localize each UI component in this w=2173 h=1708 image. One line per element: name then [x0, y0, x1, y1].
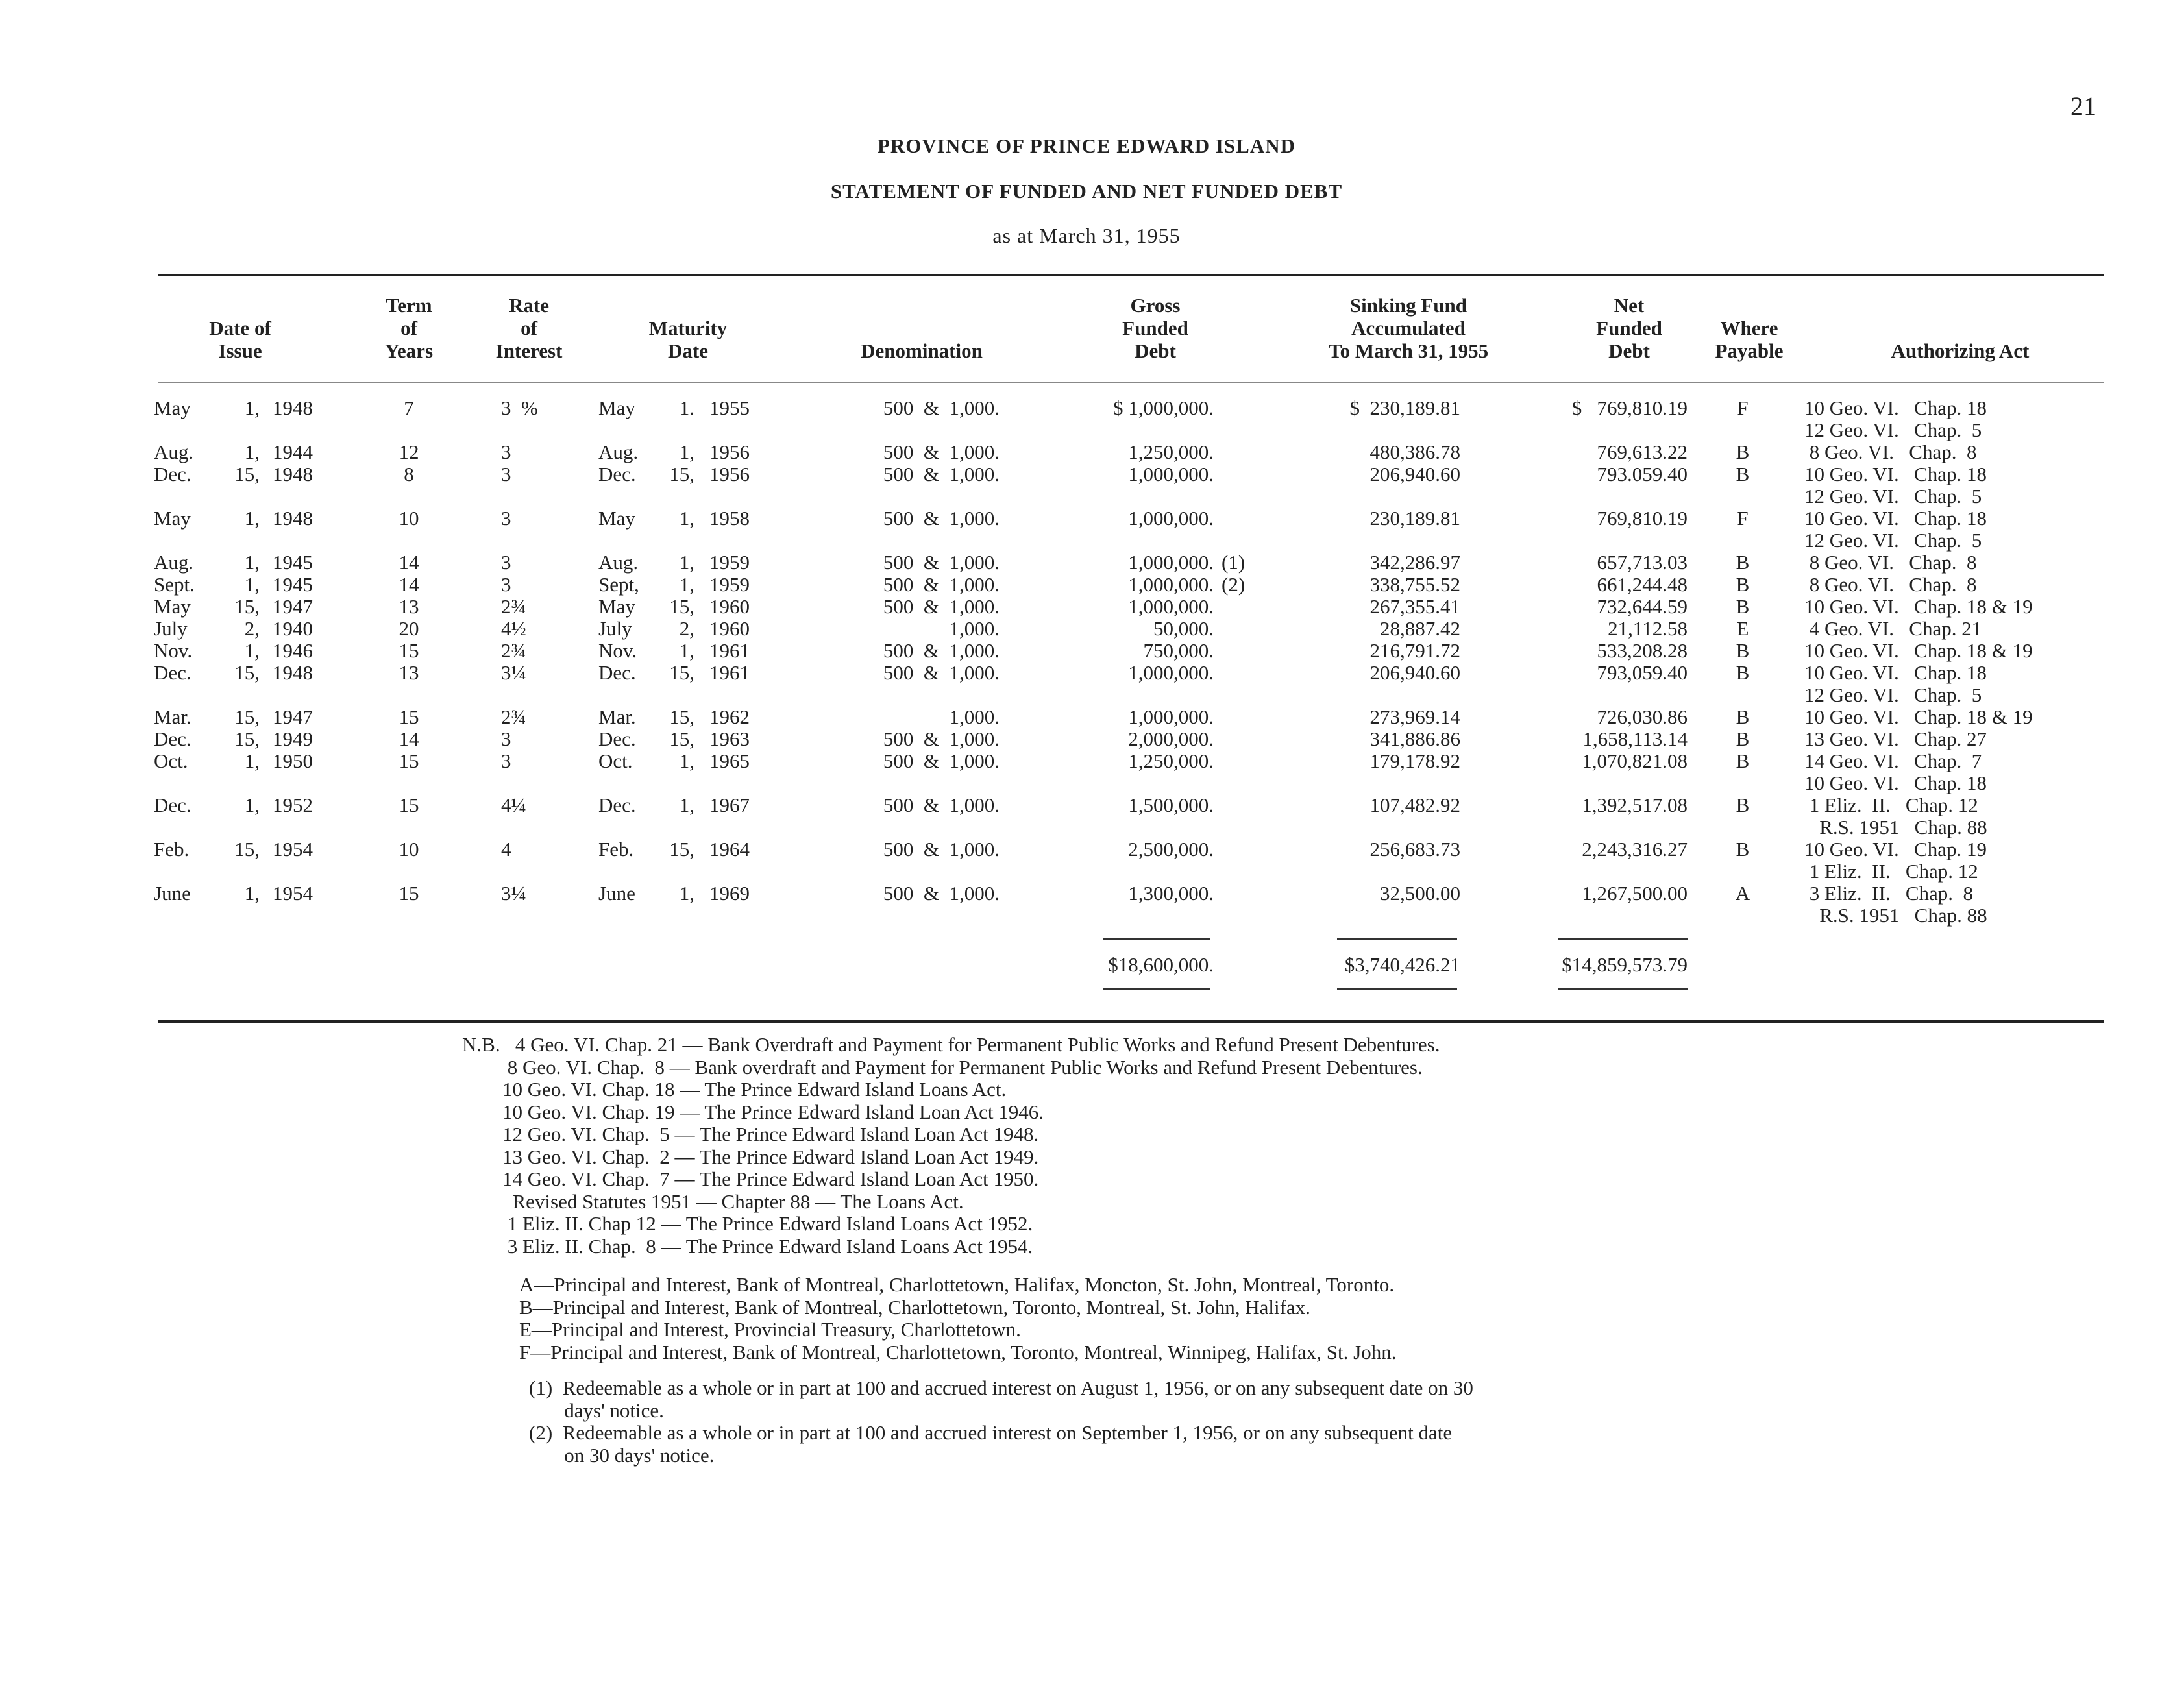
- maturity-month: Aug.: [598, 551, 639, 574]
- net-funded-debt: 1,070,821.08: [1582, 750, 1688, 772]
- denomination: 500 & 1,000.: [883, 573, 1000, 596]
- denomination: 500 & 1,000.: [883, 551, 1000, 574]
- payable-legend-line: F—Principal and Interest, Bank of Montreal, Charlottetown, Toronto, Montreal, Winnipeg, Halifax, St. John.: [519, 1340, 1397, 1363]
- issue-day: 1,: [244, 639, 260, 662]
- issue-day: 1,: [244, 882, 260, 905]
- sum-rule: [1103, 938, 1210, 940]
- gross-funded-debt: 1,000,000.: [1128, 463, 1214, 485]
- maturity-year: 1958: [709, 507, 750, 530]
- document-title: PROVINCE OF PRINCE EDWARD ISLAND: [877, 134, 1295, 157]
- authorizing-act: 10 Geo. VI. Chap. 18: [1804, 661, 1987, 684]
- term-years: 7: [404, 396, 414, 419]
- denomination: 500 & 1,000.: [883, 441, 1000, 463]
- maturity-day: 1,: [679, 551, 694, 574]
- interest-rate: 3: [501, 573, 511, 596]
- maturity-month: Feb.: [598, 838, 634, 860]
- issue-day: 15,: [234, 727, 260, 750]
- sum-rule: [1558, 938, 1688, 940]
- net-funded-debt: 1,392,517.08: [1582, 794, 1688, 816]
- maturity-month: Nov.: [598, 639, 637, 662]
- net-funded-debt: 657,713.03: [1597, 551, 1688, 574]
- authorizing-act: 12 Geo. VI. Chap. 5: [1804, 485, 1982, 507]
- maturity-year: 1959: [709, 551, 750, 574]
- total-rule: [1103, 988, 1210, 990]
- gross-funded-debt: 1,500,000.: [1128, 794, 1214, 816]
- net-funded-debt: 732,644.59: [1597, 595, 1688, 618]
- issue-day: 15,: [234, 705, 260, 728]
- authorizing-act: 10 Geo. VI. Chap. 18 & 19: [1804, 595, 2033, 618]
- total-sinking: $3,740,426.21: [1344, 953, 1460, 976]
- authorizing-act: 12 Geo. VI. Chap. 5: [1804, 529, 1982, 552]
- net-funded-debt: $ 769,810.19: [1571, 396, 1688, 419]
- sinking-fund: 267,355.41: [1369, 595, 1460, 618]
- issue-year: 1948: [273, 507, 313, 530]
- gross-funded-debt: $ 1,000,000.: [1113, 396, 1214, 419]
- interest-rate: 3: [501, 551, 511, 574]
- maturity-day: 1,: [679, 441, 694, 463]
- maturity-month: June: [598, 882, 635, 905]
- maturity-year: 1956: [709, 441, 750, 463]
- authorizing-act: R.S. 1951 Chap. 88: [1804, 816, 1987, 838]
- maturity-month: Dec.: [598, 661, 636, 684]
- net-funded-debt: 769,613.22: [1597, 441, 1688, 463]
- nb-act-line: Revised Statutes 1951 — Chapter 88 — The Loans Act.: [462, 1190, 964, 1213]
- gross-funded-debt: 1,250,000.: [1128, 441, 1214, 463]
- sinking-fund: 216,791.72: [1369, 639, 1460, 662]
- net-funded-debt: 793.059.40: [1597, 463, 1688, 485]
- header-term: Term of Years: [384, 294, 434, 362]
- issue-year: 1945: [273, 573, 313, 596]
- maturity-month: Sept,: [598, 573, 639, 596]
- term-years: 15: [399, 639, 419, 662]
- total-rule: [1337, 988, 1457, 990]
- authorizing-act: R.S. 1951 Chap. 88: [1804, 904, 1987, 927]
- issue-month: Dec.: [154, 661, 191, 684]
- interest-rate: 3¼: [501, 882, 526, 905]
- footnote-line: (2) Redeemable as a whole or in part at 100 and accrued interest on September 1, 1956, or on any subsequent date: [529, 1421, 1453, 1444]
- gross-funded-debt: 2,000,000.: [1128, 727, 1214, 750]
- gross-funded-debt: 1,000,000.: [1128, 595, 1214, 618]
- where-payable: B: [1736, 750, 1750, 772]
- denomination: 500 & 1,000.: [883, 794, 1000, 816]
- interest-rate: 4: [501, 838, 511, 860]
- gross-funded-debt: 1,000,000.: [1128, 661, 1214, 684]
- interest-rate: 4¼: [501, 794, 526, 816]
- issue-day: 1,: [244, 750, 260, 772]
- issue-year: 1948: [273, 661, 313, 684]
- nb-act-line: 10 Geo. VI. Chap. 18 — The Prince Edward Island Loans Act.: [462, 1078, 1007, 1101]
- header-authorizing-act: Authorizing Act: [1891, 339, 2030, 362]
- denomination: 500 & 1,000.: [883, 882, 1000, 905]
- document-subtitle: STATEMENT OF FUNDED AND NET FUNDED DEBT: [830, 180, 1343, 202]
- issue-month: May: [154, 396, 191, 419]
- gross-funded-debt: 1,300,000.: [1128, 882, 1214, 905]
- issue-year: 1945: [273, 551, 313, 574]
- maturity-month: Mar.: [598, 705, 636, 728]
- maturity-day: 1,: [679, 882, 694, 905]
- maturity-month: Oct.: [598, 750, 633, 772]
- maturity-day: 2,: [679, 617, 694, 640]
- issue-month: July: [154, 617, 188, 640]
- authorizing-act: 10 Geo. VI. Chap. 18: [1804, 396, 1987, 419]
- top-rule: [158, 274, 2104, 276]
- where-payable: B: [1736, 551, 1750, 574]
- interest-rate: 3 %: [501, 396, 538, 419]
- sinking-fund: 256,683.73: [1369, 838, 1460, 860]
- maturity-year: 1961: [709, 661, 750, 684]
- header-maturity: Maturity Date: [648, 317, 728, 362]
- interest-rate: 2¾: [501, 705, 526, 728]
- term-years: 15: [399, 882, 419, 905]
- issue-day: 15,: [234, 661, 260, 684]
- issue-year: 1948: [273, 463, 313, 485]
- issue-day: 15,: [234, 838, 260, 860]
- where-payable: B: [1736, 838, 1750, 860]
- authorizing-act: 10 Geo. VI. Chap. 18 & 19: [1804, 705, 2033, 728]
- authorizing-act: 10 Geo. VI. Chap. 18: [1804, 772, 1987, 794]
- nb-act-line: 3 Eliz. II. Chap. 8 — The Prince Edward Island Loans Act 1954.: [462, 1234, 1033, 1258]
- where-payable: F: [1737, 507, 1749, 530]
- maturity-day: 15,: [669, 661, 694, 684]
- term-years: 8: [404, 463, 414, 485]
- footnote-line: (1) Redeemable as a whole or in part at 100 and accrued interest on August 1, 1956, or on any subsequent date on 30: [529, 1376, 1473, 1399]
- gross-funded-debt: 750,000.: [1143, 639, 1214, 662]
- total-rule: [1558, 988, 1688, 990]
- term-years: 13: [399, 661, 419, 684]
- sinking-fund: 107,482.92: [1369, 794, 1460, 816]
- issue-year: 1949: [273, 727, 313, 750]
- footnote-line: on 30 days' notice.: [529, 1443, 715, 1467]
- issue-month: Sept.: [154, 573, 195, 596]
- footnote-line: days' notice.: [529, 1398, 664, 1422]
- gross-funded-debt: 2,500,000.: [1128, 838, 1214, 860]
- issue-day: 1,: [244, 441, 260, 463]
- sinking-fund: 338,755.52: [1369, 573, 1460, 596]
- header-date-of-issue: Date of Issue: [209, 317, 271, 362]
- authorizing-act: 8 Geo. VI. Chap. 8: [1804, 551, 1977, 574]
- issue-day: 1,: [244, 396, 260, 419]
- maturity-day: 1.: [679, 396, 694, 419]
- nb-act-line: 1 Eliz. II. Chap 12 — The Prince Edward Island Loans Act 1952.: [462, 1212, 1033, 1235]
- denomination: 1,000.: [949, 705, 1000, 728]
- where-payable: E: [1736, 617, 1749, 640]
- term-years: 10: [399, 507, 419, 530]
- maturity-month: May: [598, 396, 635, 419]
- maturity-day: 15,: [669, 705, 694, 728]
- term-years: 13: [399, 595, 419, 618]
- authorizing-act: 10 Geo. VI. Chap. 18: [1804, 463, 1987, 485]
- sinking-fund: 28,887.42: [1380, 617, 1460, 640]
- authorizing-act: 12 Geo. VI. Chap. 5: [1804, 683, 1982, 706]
- where-payable: A: [1735, 882, 1750, 905]
- maturity-day: 1,: [679, 507, 694, 530]
- authorizing-act: 8 Geo. VI. Chap. 8: [1804, 441, 1977, 463]
- sinking-fund: 480,386.78: [1369, 441, 1460, 463]
- denomination: 500 & 1,000.: [883, 639, 1000, 662]
- term-years: 20: [399, 617, 419, 640]
- authorizing-act: 8 Geo. VI. Chap. 8: [1804, 573, 1977, 596]
- net-funded-debt: 1,658,113.14: [1582, 727, 1688, 750]
- issue-year: 1947: [273, 705, 313, 728]
- net-funded-debt: 1,267,500.00: [1582, 882, 1688, 905]
- issue-month: May: [154, 595, 191, 618]
- gross-funded-debt: 1,250,000.: [1128, 750, 1214, 772]
- net-funded-debt: 533,208.28: [1597, 639, 1688, 662]
- denomination: 500 & 1,000.: [883, 838, 1000, 860]
- where-payable: B: [1736, 727, 1750, 750]
- header-net-funded-debt: Net Funded Debt: [1596, 294, 1662, 362]
- maturity-year: 1959: [709, 573, 750, 596]
- maturity-month: May: [598, 507, 635, 530]
- maturity-day: 1,: [679, 639, 694, 662]
- issue-month: Feb.: [154, 838, 190, 860]
- issue-month: Dec.: [154, 794, 191, 816]
- interest-rate: 3: [501, 727, 511, 750]
- term-years: 14: [399, 551, 419, 574]
- header-gross-funded-debt: Gross Funded Debt: [1122, 294, 1188, 362]
- sinking-fund: 342,286.97: [1369, 551, 1460, 574]
- nb-act-line: 13 Geo. VI. Chap. 2 — The Prince Edward Island Loan Act 1949.: [462, 1145, 1039, 1168]
- page-number: 21: [2070, 92, 2096, 121]
- payable-legend-line: E—Principal and Interest, Provincial Treasury, Charlottetown.: [519, 1318, 1021, 1341]
- interest-rate: 4½: [501, 617, 526, 640]
- net-funded-debt: 21,112.58: [1608, 617, 1688, 640]
- maturity-day: 1,: [679, 794, 694, 816]
- issue-year: 1944: [273, 441, 313, 463]
- issue-month: Aug.: [154, 441, 194, 463]
- denomination: 500 & 1,000.: [883, 661, 1000, 684]
- issue-year: 1947: [273, 595, 313, 618]
- issue-day: 1,: [244, 551, 260, 574]
- maturity-year: 1960: [709, 617, 750, 640]
- issue-month: Mar.: [154, 705, 191, 728]
- sinking-fund: 179,178.92: [1369, 750, 1460, 772]
- term-years: 15: [399, 705, 419, 728]
- interest-rate: 3: [501, 441, 511, 463]
- header-where-payable: Where Payable: [1715, 317, 1784, 362]
- issue-year: 1950: [273, 750, 313, 772]
- header-rate: Rate of Interest: [495, 294, 563, 362]
- issue-day: 1,: [244, 507, 260, 530]
- maturity-year: 1969: [709, 882, 750, 905]
- header-denomination: Denomination: [861, 339, 983, 362]
- maturity-day: 15,: [669, 595, 694, 618]
- total-gross: $18,600,000.: [1108, 953, 1214, 976]
- nb-act-line: 10 Geo. VI. Chap. 19 — The Prince Edward Island Loan Act 1946.: [462, 1100, 1044, 1123]
- issue-day: 1,: [244, 573, 260, 596]
- issue-year: 1954: [273, 838, 313, 860]
- sum-rule: [1337, 938, 1457, 940]
- authorizing-act: 4 Geo. VI. Chap. 21: [1804, 617, 1982, 640]
- issue-year: 1946: [273, 639, 313, 662]
- issue-month: Dec.: [154, 463, 191, 485]
- maturity-year: 1955: [709, 396, 750, 419]
- issue-month: Dec.: [154, 727, 191, 750]
- term-years: 12: [399, 441, 419, 463]
- issue-year: 1940: [273, 617, 313, 640]
- issue-month: Oct.: [154, 750, 188, 772]
- gross-funded-debt: 1,000,000.: [1128, 573, 1214, 596]
- header-rule: [158, 382, 2104, 383]
- where-payable: B: [1736, 573, 1750, 596]
- maturity-day: 1,: [679, 750, 694, 772]
- denomination: 500 & 1,000.: [883, 507, 1000, 530]
- maturity-month: Dec.: [598, 727, 636, 750]
- nb-act-line: N.B. 4 Geo. VI. Chap. 21 — Bank Overdraft and Payment for Permanent Public Works and Refund Present Debentures.: [462, 1033, 1440, 1056]
- nb-act-line: 8 Geo. VI. Chap. 8 — Bank overdraft and Payment for Permanent Public Works and Refund Present Debentures.: [462, 1055, 1423, 1079]
- maturity-year: 1962: [709, 705, 750, 728]
- maturity-month: Aug.: [598, 441, 639, 463]
- maturity-year: 1967: [709, 794, 750, 816]
- authorizing-act: 13 Geo. VI. Chap. 27: [1804, 727, 1987, 750]
- sinking-fund: 341,886.86: [1369, 727, 1460, 750]
- sinking-fund: 32,500.00: [1380, 882, 1460, 905]
- issue-month: May: [154, 507, 191, 530]
- where-payable: B: [1736, 463, 1750, 485]
- interest-rate: 3: [501, 750, 511, 772]
- sinking-fund: 206,940.60: [1369, 661, 1460, 684]
- interest-rate: 3: [501, 463, 511, 485]
- sinking-fund: 230,189.81: [1369, 507, 1460, 530]
- sinking-fund: 273,969.14: [1369, 705, 1460, 728]
- term-years: 15: [399, 794, 419, 816]
- authorizing-act: 10 Geo. VI. Chap. 18 & 19: [1804, 639, 2033, 662]
- authorizing-act: 3 Eliz. II. Chap. 8: [1804, 882, 1974, 905]
- term-years: 10: [399, 838, 419, 860]
- maturity-year: 1960: [709, 595, 750, 618]
- term-years: 14: [399, 727, 419, 750]
- denomination: 500 & 1,000.: [883, 396, 1000, 419]
- gross-funded-debt: 1,000,000.: [1128, 551, 1214, 574]
- maturity-year: 1964: [709, 838, 750, 860]
- total-net: $14,859,573.79: [1562, 953, 1688, 976]
- payable-legend-line: B—Principal and Interest, Bank of Montreal, Charlottetown, Toronto, Montreal, St. John, Halifax.: [519, 1295, 1310, 1319]
- payable-legend-line: A—Principal and Interest, Bank of Montreal, Charlottetown, Halifax, Moncton, St. John, Montreal, Toronto.: [519, 1273, 1395, 1296]
- interest-rate: 3¼: [501, 661, 526, 684]
- where-payable: F: [1737, 396, 1749, 419]
- footnote-ref: (2): [1222, 573, 1246, 596]
- issue-day: 15,: [234, 595, 260, 618]
- bottom-rule: [158, 1020, 2104, 1023]
- denomination: 500 & 1,000.: [883, 750, 1000, 772]
- issue-year: 1948: [273, 396, 313, 419]
- where-payable: B: [1736, 705, 1750, 728]
- net-funded-debt: 2,243,316.27: [1582, 838, 1688, 860]
- footnote-ref: (1): [1222, 551, 1246, 574]
- denomination: 500 & 1,000.: [883, 727, 1000, 750]
- maturity-day: 1,: [679, 573, 694, 596]
- authorizing-act: 1 Eliz. II. Chap. 12: [1804, 860, 1978, 883]
- interest-rate: 2¾: [501, 639, 526, 662]
- denomination: 500 & 1,000.: [883, 595, 1000, 618]
- maturity-day: 15,: [669, 463, 694, 485]
- maturity-year: 1956: [709, 463, 750, 485]
- issue-year: 1952: [273, 794, 313, 816]
- gross-funded-debt: 50,000.: [1153, 617, 1214, 640]
- interest-rate: 3: [501, 507, 511, 530]
- denomination: 1,000.: [949, 617, 1000, 640]
- authorizing-act: 10 Geo. VI. Chap. 18: [1804, 507, 1987, 530]
- header-sinking-fund: Sinking Fund Accumulated To March 31, 1955: [1328, 294, 1489, 362]
- maturity-year: 1961: [709, 639, 750, 662]
- sinking-fund: $ 230,189.81: [1349, 396, 1460, 419]
- net-funded-debt: 793,059.40: [1597, 661, 1688, 684]
- maturity-day: 15,: [669, 727, 694, 750]
- term-years: 15: [399, 750, 419, 772]
- net-funded-debt: 726,030.86: [1597, 705, 1688, 728]
- authorizing-act: 10 Geo. VI. Chap. 19: [1804, 838, 1987, 860]
- term-years: 14: [399, 573, 419, 596]
- nb-act-line: 12 Geo. VI. Chap. 5 — The Prince Edward Island Loan Act 1948.: [462, 1123, 1039, 1145]
- net-funded-debt: 769,810.19: [1597, 507, 1688, 530]
- maturity-day: 15,: [669, 838, 694, 860]
- maturity-year: 1963: [709, 727, 750, 750]
- maturity-month: Dec.: [598, 463, 636, 485]
- issue-month: Nov.: [154, 639, 193, 662]
- authorizing-act: 12 Geo. VI. Chap. 5: [1804, 419, 1982, 441]
- maturity-month: Dec.: [598, 794, 636, 816]
- gross-funded-debt: 1,000,000.: [1128, 507, 1214, 530]
- issue-day: 1,: [244, 794, 260, 816]
- where-payable: B: [1736, 441, 1750, 463]
- sinking-fund: 206,940.60: [1369, 463, 1460, 485]
- maturity-year: 1965: [709, 750, 750, 772]
- issue-day: 2,: [244, 617, 260, 640]
- where-payable: B: [1736, 639, 1750, 662]
- net-funded-debt: 661,244.48: [1597, 573, 1688, 596]
- where-payable: B: [1736, 595, 1750, 618]
- issue-year: 1954: [273, 882, 313, 905]
- maturity-month: May: [598, 595, 635, 618]
- issue-month: Aug.: [154, 551, 194, 574]
- where-payable: B: [1736, 661, 1750, 684]
- as-at-date: as at March 31, 1955: [992, 224, 1181, 247]
- interest-rate: 2¾: [501, 595, 526, 618]
- nb-act-line: 14 Geo. VI. Chap. 7 — The Prince Edward Island Loan Act 1950.: [462, 1167, 1039, 1190]
- where-payable: B: [1736, 794, 1750, 816]
- issue-month: June: [154, 882, 191, 905]
- gross-funded-debt: 1,000,000.: [1128, 705, 1214, 728]
- authorizing-act: 14 Geo. VI. Chap. 7: [1804, 750, 1982, 772]
- maturity-month: July: [598, 617, 632, 640]
- issue-day: 15,: [234, 463, 260, 485]
- authorizing-act: 1 Eliz. II. Chap. 12: [1804, 794, 1978, 816]
- denomination: 500 & 1,000.: [883, 463, 1000, 485]
